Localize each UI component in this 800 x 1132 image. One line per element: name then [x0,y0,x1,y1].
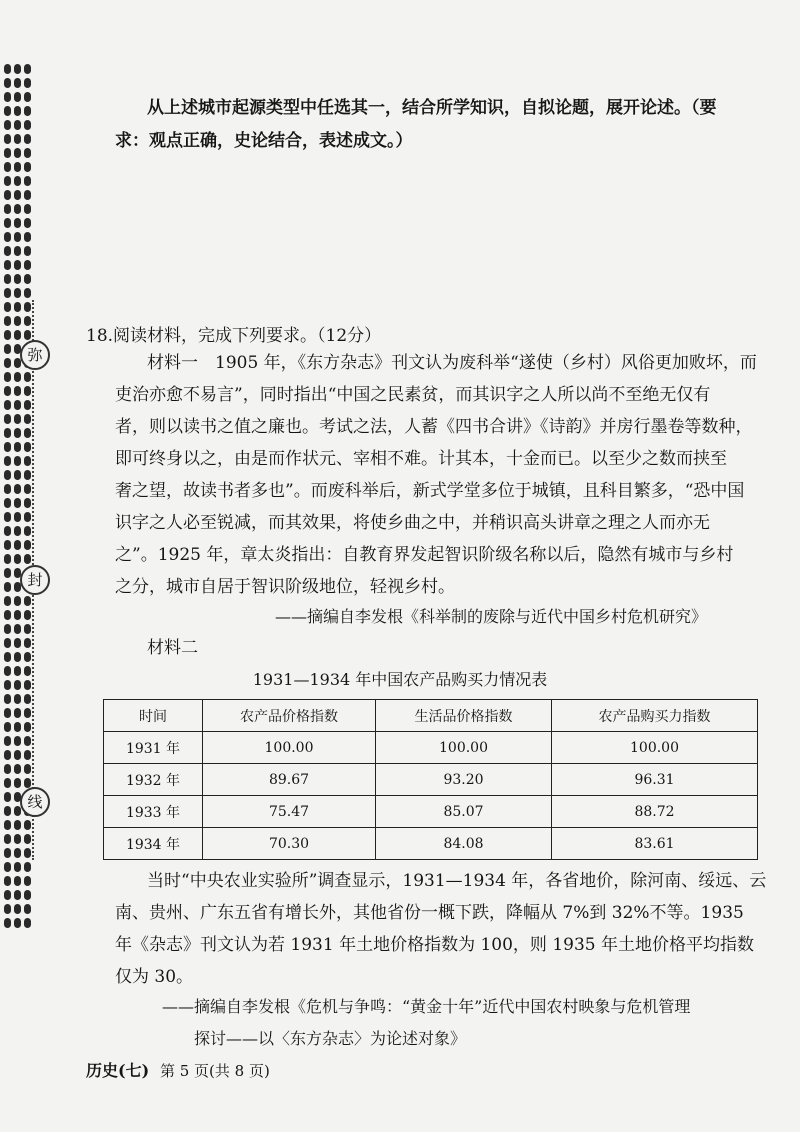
binding-hole [24,848,31,858]
binding-hole [14,736,21,746]
binding-hole [24,134,31,144]
table-cell: 93.20 [376,764,552,796]
page-footer [86,1058,270,1081]
binding-hole [24,722,31,732]
binding-hole [14,176,21,186]
binding-hole [24,764,31,774]
binding-hole [24,64,31,74]
binding-hole [14,624,21,634]
binding-hole [4,778,11,788]
binding-hole [14,512,21,522]
binding-hole [14,694,21,704]
binding-hole [4,148,11,158]
binding-hole [4,204,11,214]
binding-hole [4,162,11,172]
binding-hole [24,106,31,116]
binding-hole [14,876,21,886]
binding-hole [24,78,31,88]
binding-hole [4,274,11,284]
binding-hole [24,778,31,788]
binding-hole [4,498,11,508]
binding-hole [4,330,11,340]
binding-hole [4,554,11,564]
binding-hole [24,820,31,830]
binding-hole [24,526,31,536]
binding-hole [24,232,31,242]
table-cell: 100.00 [376,732,552,764]
binding-margin [0,0,58,1132]
binding-hole [24,834,31,844]
binding-hole [24,484,31,494]
binding-hole [14,722,21,732]
material1-line: 即可终身以之，由是而作状元、宰相不难。计其本，十金而已。以至少之数而挟至 [115,449,727,469]
binding-hole [4,624,11,634]
table-header-cell: 农产品购买力指数 [552,700,758,732]
binding-hole [24,260,31,270]
table-cell: 1931 年 [104,732,203,764]
binding-hole [4,806,11,816]
binding-hole [24,890,31,900]
binding-hole [4,652,11,662]
binding-hole [24,176,31,186]
table-header-cell: 农产品价格指数 [203,700,376,732]
binding-hole [4,876,11,886]
prev-question-line-1: 从上述城市起源类型中任选其一，结合所学知识，自拟论题，展开论述。（要 [147,98,717,118]
binding-hole [24,302,31,312]
binding-hole [4,470,11,480]
binding-hole [24,750,31,760]
binding-hole [4,442,11,452]
binding-hole [24,428,31,438]
material1-line: 识字之人必至锐减，而其效果，将使乡曲之中，并稍识高头讲章之理之人而亦无 [115,513,710,533]
binding-hole [4,232,11,242]
binding-hole [14,106,21,116]
binding-hole [14,526,21,536]
binding-hole [4,64,11,74]
binding-hole [4,288,11,298]
binding-hole [14,610,21,620]
binding-hole [4,540,11,550]
prev-question-line-2: 求：观点正确，史论结合，表述成文。） [115,131,413,151]
binding-hole [4,484,11,494]
binding-hole [4,694,11,704]
table-header-row [104,700,758,732]
binding-hole [4,862,11,872]
binding-hole [4,722,11,732]
binding-hole [24,288,31,298]
binding-hole [4,526,11,536]
binding-hole [4,120,11,130]
binding-hole [4,400,11,410]
table-row [104,828,758,860]
binding-hole [24,652,31,662]
binding-hole [14,260,21,270]
binding-hole [24,120,31,130]
binding-hole [4,106,11,116]
binding-hole [14,372,21,382]
footer-page-number: 第 5 页(共 8 页) [159,1062,270,1080]
binding-hole [24,386,31,396]
binding-hole [24,610,31,620]
binding-hole [4,92,11,102]
binding-hole [14,554,21,564]
binding-hole [14,120,21,130]
binding-hole [14,890,21,900]
binding-hole [4,316,11,326]
binding-hole [24,470,31,480]
table-cell: 88.72 [552,796,758,828]
material1-line: 者，则以读书之值之廉也。考试之法，人蓄《四书合讲》《诗韵》并房行墨卷等数种， [115,417,753,437]
binding-hole [14,862,21,872]
binding-hole [14,246,21,256]
binding-hole [4,904,11,914]
binding-hole [14,134,21,144]
binding-hole [24,148,31,158]
binding-hole [4,512,11,522]
binding-hole [24,274,31,284]
table-row [104,732,758,764]
material1-line: 之”。1925 年，章太炎指出：自教育界发起智识阶级名称以后，隐然有城市与乡村 [115,545,734,565]
binding-hole [14,540,21,550]
binding-hole [14,806,21,816]
binding-hole [24,554,31,564]
binding-hole [14,274,21,284]
binding-hole [14,456,21,466]
binding-hole [4,750,11,760]
binding-hole [4,414,11,424]
binding-hole [4,260,11,270]
material2-line: 仅为 30。 [115,967,194,987]
binding-hole [24,904,31,914]
binding-hole [14,750,21,760]
table-row [104,764,758,796]
material1-line: 之分，城市自居于智识阶级地位，轻视乡村。 [115,577,455,597]
binding-hole [24,876,31,886]
binding-hole [24,162,31,172]
table-cell: 84.08 [376,828,552,860]
binding-hole [4,638,11,648]
table-title: 1931—1934 年中国农产品购买力情况表 [252,670,548,689]
binding-hole [14,204,21,214]
table-cell: 1934 年 [104,828,203,860]
table-cell: 75.47 [203,796,376,828]
binding-hole [14,218,21,228]
binding-hole [24,442,31,452]
binding-hole [4,372,11,382]
binding-hole [14,638,21,648]
binding-hole [24,638,31,648]
binding-hole [14,386,21,396]
binding-holes [4,64,11,932]
binding-hole [14,498,21,508]
table-cell: 1933 年 [104,796,203,828]
binding-hole [24,708,31,718]
binding-hole [14,288,21,298]
material2-source-line: 探讨——以〈东方杂志〉为论述对象》 [194,1029,467,1048]
binding-hole [24,512,31,522]
binding-hole [24,540,31,550]
binding-hole [4,78,11,88]
table-row [104,796,758,828]
table-cell: 85.07 [376,796,552,828]
table-cell: 89.67 [203,764,376,796]
binding-hole [24,596,31,606]
binding-hole [14,848,21,858]
binding-hole [4,358,11,368]
binding-hole [4,134,11,144]
binding-hole [14,316,21,326]
binding-hole [4,456,11,466]
binding-hole [14,708,21,718]
purchasing-power-table [103,699,758,860]
binding-hole [14,428,21,438]
binding-hole [4,218,11,228]
binding-hole [14,484,21,494]
binding-hole [4,820,11,830]
table-cell: 96.31 [552,764,758,796]
table-cell: 100.00 [552,732,758,764]
seal-char-mi: 弥 [20,340,50,370]
material1-line: 吏治亦愈不易言”，同时指出“中国之民素贫，而其识字之人所以尚不至绝无仅有 [115,385,711,405]
material1-source: ——摘编自李发根《科举制的废除与近代中国乡村危机研究》 [275,607,708,626]
question-18-title: 18.阅读材料，完成下列要求。（12分） [86,326,382,346]
binding-hole [24,246,31,256]
binding-hole [4,428,11,438]
binding-hole [4,568,11,578]
table-cell: 70.30 [203,828,376,860]
binding-hole [24,862,31,872]
binding-hole [14,162,21,172]
seal-char-feng: 封 [20,565,50,595]
material2-label: 材料二 [147,638,198,658]
binding-hole [14,778,21,788]
material2-line: 当时“中央农业实验所”调查显示，1931—1934 年，各省地价，除河南、绥远、云 [147,871,767,891]
binding-hole [4,246,11,256]
binding-hole [24,190,31,200]
binding-hole [14,834,21,844]
binding-hole [4,890,11,900]
binding-hole [14,190,21,200]
binding-hole [24,204,31,214]
binding-hole [24,624,31,634]
binding-hole [14,400,21,410]
binding-hole [4,764,11,774]
binding-hole [24,218,31,228]
binding-hole [4,386,11,396]
material2-line: 年《杂志》刊文认为若 1931 年土地价格指数为 100，则 1935 年土地价格平均指数 [115,935,754,955]
binding-hole [24,330,31,340]
binding-hole [14,92,21,102]
footer-subject: 历史(七) [86,1061,150,1080]
binding-hole [14,596,21,606]
binding-hole [24,92,31,102]
binding-hole [14,148,21,158]
binding-hole [14,918,21,928]
binding-hole [24,694,31,704]
binding-hole [24,414,31,424]
binding-hole [14,904,21,914]
binding-hole [14,330,21,340]
binding-hole [4,834,11,844]
table-cell: 83.61 [552,828,758,860]
binding-hole [14,414,21,424]
binding-hole [14,652,21,662]
binding-hole [24,736,31,746]
binding-hole [14,302,21,312]
table-header-cell: 时间 [104,700,203,732]
binding-hole [4,596,11,606]
seal-char-xian: 线 [20,787,50,817]
binding-hole [4,344,11,354]
binding-hole [24,400,31,410]
binding-hole [4,792,11,802]
binding-hole [14,820,21,830]
table-header-cell: 生活品价格指数 [376,700,552,732]
binding-hole [4,708,11,718]
material1-line: 材料一 1905 年，《东方杂志》刊文认为废科举“遂使（乡村）风俗更加败坏，而 [147,353,757,373]
binding-hole [14,470,21,480]
binding-hole [4,302,11,312]
binding-hole [14,78,21,88]
binding-hole [4,848,11,858]
material2-source-line: ——摘编自李发根《危机与争鸣：“黄金十年”近代中国农村映象与危机管理 [162,997,691,1016]
binding-hole [14,232,21,242]
binding-hole [4,736,11,746]
table-cell: 1932 年 [104,764,203,796]
binding-hole [14,442,21,452]
binding-hole [24,918,31,928]
binding-hole [4,610,11,620]
binding-hole [24,498,31,508]
material2-line: 南、贵州、广东五省有增长外，其他省份一概下跌，降幅从 7%到 32%不等。1935 [115,903,744,923]
binding-hole [24,316,31,326]
binding-hole [4,176,11,186]
binding-hole [24,456,31,466]
binding-hole [4,190,11,200]
binding-hole [14,764,21,774]
table-cell: 100.00 [203,732,376,764]
binding-hole [24,372,31,382]
binding-hole [4,918,11,928]
binding-hole [14,64,21,74]
material1-line: 奢之望，故读书者多也”。而废科举后，新式学堂多位于城镇，且科目繁多，“恐中国 [115,481,745,501]
binding-hole [4,582,11,592]
